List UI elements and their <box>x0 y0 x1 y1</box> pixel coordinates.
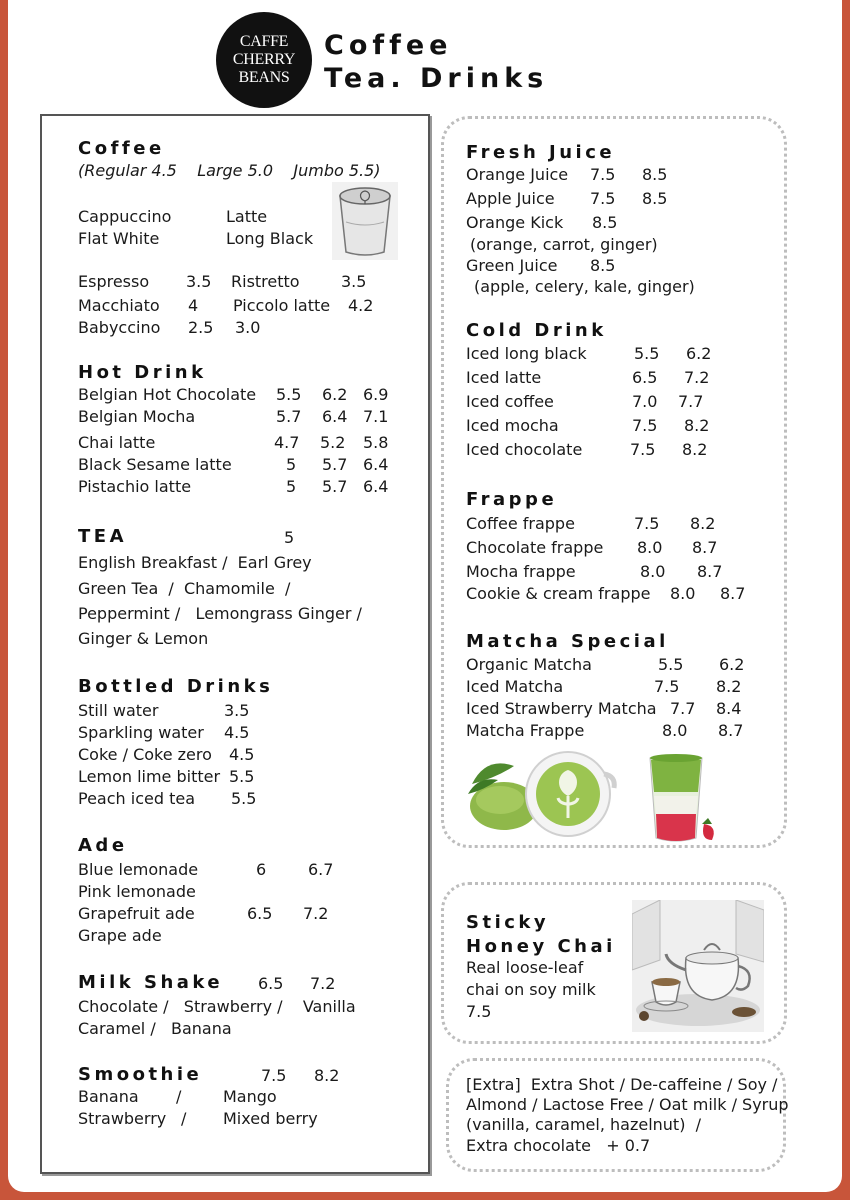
section-title-bottled-drinks: Bottled Drinks <box>78 676 274 697</box>
menu-item-price: 5.5 <box>231 789 257 808</box>
menu-page <box>8 0 842 1192</box>
tea-line: Green Tea / Chamomile / <box>78 579 291 598</box>
menu-item-price: 8.4 <box>716 699 742 718</box>
chai-price: 7.5 <box>466 1002 492 1021</box>
section-title-sticky: Sticky <box>466 912 550 933</box>
menu-item-price: 5.5 <box>229 767 255 786</box>
section-title-coffee: Coffee <box>78 138 165 159</box>
menu-item-price: 7.2 <box>303 904 329 923</box>
section-title-milk-shake: Milk Shake <box>78 972 224 993</box>
menu-item-name: Iced mocha <box>466 416 559 435</box>
menu-item-name: Iced coffee <box>466 392 554 411</box>
extras-line: Almond / Lactose Free / Oat milk / Syrup <box>466 1095 789 1114</box>
menu-item-price: 5.7 <box>322 477 348 496</box>
menu-item-name: Sparkling water <box>78 723 204 742</box>
menu-item-name: Apple Juice <box>466 189 555 208</box>
menu-item-price: 8.2 <box>690 514 716 533</box>
menu-item-price: 7.5 <box>634 514 660 533</box>
menu-item-name: Orange Juice <box>466 165 569 184</box>
section-title-tea: TEA <box>78 526 128 547</box>
tea-line: Peppermint / Lemongrass Ginger / <box>78 604 362 623</box>
tea-line: Ginger & Lemon <box>78 629 209 648</box>
menu-item-name: Blue lemonade <box>78 860 199 879</box>
menu-item-price: 6.5 <box>632 368 658 387</box>
menu-item-name: Grape ade <box>78 926 162 945</box>
menu-item-name: Belgian Hot Chocolate <box>78 385 257 404</box>
menu-item-price: 6.7 <box>308 860 334 879</box>
menu-item-price: 4.5 <box>229 745 255 764</box>
menu-item-name: Black Sesame latte <box>78 455 232 474</box>
menu-item-name: Ristretto <box>231 272 300 291</box>
menu-item-name: Macchiato <box>78 296 160 315</box>
menu-item-name: Iced chocolate <box>466 440 583 459</box>
menu-item-price: 6.2 <box>322 385 348 404</box>
menu-item-price: 6.4 <box>322 407 348 426</box>
menu-item-price: 8.7 <box>718 721 744 740</box>
menu-item-price: 8.7 <box>720 584 746 603</box>
menu-item-name: Iced long black <box>466 344 587 363</box>
menu-item-price: 7.2 <box>310 974 336 993</box>
menu-item-price: 3.0 <box>235 318 261 337</box>
menu-item-price: 5.2 <box>320 433 346 452</box>
tea-line: English Breakfast / Earl Grey <box>78 553 312 572</box>
menu-item-price: 7.5 <box>632 416 658 435</box>
menu-item-name: Organic Matcha <box>466 655 592 674</box>
menu-item-price: 8.5 <box>642 189 668 208</box>
menu-item-price: 7.5 <box>590 189 616 208</box>
menu-item-price: 8.0 <box>662 721 688 740</box>
extras-line: [Extra] Extra Shot / De-caffeine / Soy / <box>466 1075 778 1094</box>
section-title-ade: Ade <box>78 835 128 856</box>
menu-item-price: 3.5 <box>224 701 250 720</box>
menu-item-note: (apple, celery, kale, ginger) <box>474 277 695 296</box>
menu-item-name: Babyccino <box>78 318 161 337</box>
menu-item-name: Belgian Mocha <box>78 407 196 426</box>
menu-item-name: Pink lemonade <box>78 882 196 901</box>
menu-item-price: 4.5 <box>224 723 250 742</box>
menu-item-price: 6.4 <box>363 455 389 474</box>
menu-title-line1: Coffee <box>324 30 453 61</box>
menu-item-name: Matcha Frappe <box>466 721 585 740</box>
extras-line: Extra chocolate + 0.7 <box>466 1136 651 1155</box>
section-title-matcha-special: Matcha Special <box>466 631 669 652</box>
menu-item-price: 4.2 <box>348 296 374 315</box>
chai-description: chai on soy milk <box>466 980 596 999</box>
menu-item-name: Grapefruit ade <box>78 904 195 923</box>
menu-item-name: Iced latte <box>466 368 542 387</box>
menu-item: Long Black <box>226 229 314 248</box>
menu-item-price: 5 <box>286 477 297 496</box>
menu-item-name: Coke / Coke zero <box>78 745 212 764</box>
strawberry-matcha-drink-illustration <box>642 752 720 844</box>
menu-item-price: 8.5 <box>590 256 616 275</box>
menu-item-price: 5.5 <box>634 344 660 363</box>
menu-item-price: 8.2 <box>716 677 742 696</box>
menu-item-price: 7.5 <box>590 165 616 184</box>
menu-item-name: Pistachio latte <box>78 477 192 496</box>
extras-line: (vanilla, caramel, hazelnut) / <box>466 1115 701 1134</box>
milkshake-flavors: Caramel / Banana <box>78 1019 232 1038</box>
menu-item-name: Peach iced tea <box>78 789 195 808</box>
section-title-honey-chai: Honey Chai <box>466 936 616 957</box>
menu-item-price: 8.0 <box>637 538 663 557</box>
menu-item-name: Lemon lime bitter <box>78 767 221 786</box>
menu-item-price: 3.5 <box>341 272 367 291</box>
menu-item-price: 8.2 <box>684 416 710 435</box>
menu-item-price: 8.2 <box>314 1066 340 1085</box>
menu-item-price: 5.5 <box>276 385 302 404</box>
menu-item-price: 7.0 <box>632 392 658 411</box>
section-title-frappe: Frappe <box>466 489 558 510</box>
menu-item-name: Cookie & cream frappe <box>466 584 651 603</box>
menu-item-price: 8.7 <box>697 562 723 581</box>
menu-item-price: 7.2 <box>684 368 710 387</box>
menu-item-price: 6.5 <box>247 904 273 923</box>
menu-item-name: Iced Strawberry Matcha <box>466 699 657 718</box>
menu-item-name: Green Juice <box>466 256 558 275</box>
menu-item-price: 6.9 <box>363 385 389 404</box>
logo-line: CAFFE <box>239 33 289 50</box>
menu-item-price: 4.7 <box>274 433 300 452</box>
milkshake-flavors: Chocolate / Strawberry / Vanilla <box>78 997 356 1016</box>
menu-item: Flat White <box>78 229 160 248</box>
menu-item-name: Still water <box>78 701 159 720</box>
coffee-sizes: (Regular 4.5 Large 5.0 Jumbo 5.5) <box>78 161 381 180</box>
teapot-and-cups-illustration <box>632 900 764 1032</box>
menu-item-price: 8.0 <box>670 584 696 603</box>
menu-item-price: 5.7 <box>276 407 302 426</box>
latte-art-cup-illustration <box>332 182 398 260</box>
section-title-hot-drink: Hot Drink <box>78 362 207 383</box>
menu-item-price: 7.5 <box>630 440 656 459</box>
menu-item-price: 6.4 <box>363 477 389 496</box>
menu-item-name: Chocolate frappe <box>466 538 604 557</box>
separator: / <box>176 1087 182 1106</box>
cafe-logo <box>216 12 312 108</box>
menu-item-price: 5.8 <box>363 433 389 452</box>
menu-item: Latte <box>226 207 268 226</box>
section-title-fresh-juice: Fresh Juice <box>466 142 616 163</box>
tea-price: 5 <box>284 528 295 547</box>
menu-item-name: Chai latte <box>78 433 156 452</box>
menu-item-name: Orange Kick <box>466 213 564 232</box>
menu-item-price: 7.5 <box>654 677 680 696</box>
menu-item-price: 8.2 <box>682 440 708 459</box>
menu-item-price: 8.0 <box>640 562 666 581</box>
menu-item-price: 6 <box>256 860 267 879</box>
matcha-latte-illustration <box>464 748 620 840</box>
menu-item-price: 7.7 <box>670 699 696 718</box>
menu-item-name: Mixed berry <box>223 1109 318 1128</box>
chai-description: Real loose-leaf <box>466 958 584 977</box>
menu-item-price: 8.7 <box>692 538 718 557</box>
menu-item-name: Coffee frappe <box>466 514 575 533</box>
menu-item-price: 6.5 <box>258 974 284 993</box>
menu-item-price: 7.5 <box>261 1066 287 1085</box>
menu-item-name: Mocha frappe <box>466 562 576 581</box>
menu-item-price: 5.7 <box>322 455 348 474</box>
menu-item-name: Strawberry <box>78 1109 167 1128</box>
menu-title-line2: Tea. Drinks <box>324 63 549 94</box>
menu-item-price: 6.2 <box>686 344 712 363</box>
menu-item-price: 6.2 <box>719 655 745 674</box>
separator: / <box>181 1109 187 1128</box>
menu-item-price: 3.5 <box>186 272 212 291</box>
menu-item: Cappuccino <box>78 207 172 226</box>
menu-item-name: Espresso <box>78 272 150 291</box>
logo-line: BEANS <box>238 69 290 86</box>
menu-item-name: Banana <box>78 1087 139 1106</box>
menu-item-note: (orange, carrot, ginger) <box>470 235 658 254</box>
menu-item-name: Piccolo latte <box>233 296 331 315</box>
menu-item-price: 8.5 <box>592 213 618 232</box>
logo-line: CHERRY <box>232 51 296 68</box>
section-title-cold-drink: Cold Drink <box>466 320 607 341</box>
menu-item-price: 8.5 <box>642 165 668 184</box>
menu-item-price: 5 <box>286 455 297 474</box>
menu-item-price: 7.1 <box>363 407 389 426</box>
menu-item-price: 7.7 <box>678 392 704 411</box>
menu-item-price: 2.5 <box>188 318 214 337</box>
section-title-smoothie: Smoothie <box>78 1064 203 1085</box>
menu-item-price: 5.5 <box>658 655 684 674</box>
menu-item-name: Mango <box>223 1087 277 1106</box>
menu-item-price: 4 <box>188 296 199 315</box>
menu-item-name: Iced Matcha <box>466 677 564 696</box>
